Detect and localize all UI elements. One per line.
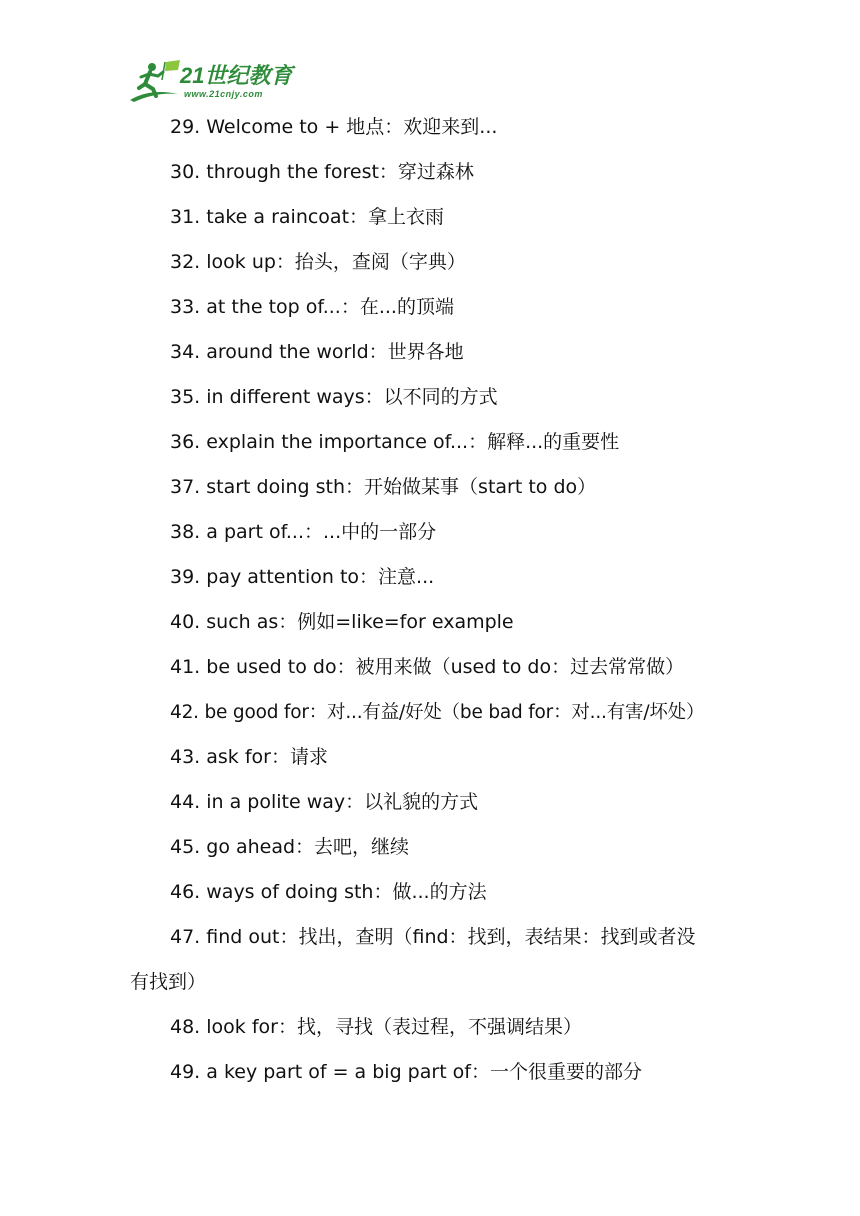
phrase-34 (0, 330, 860, 375)
phrase-39 (0, 555, 860, 600)
phrase-text: 31. take a raincoat：拿上衣雨 (170, 206, 445, 228)
runner-icon (128, 58, 184, 104)
phrase-text: 42. be good for：对...有益/好处（be bad for：对...有害/坏处） (170, 702, 705, 723)
phrase-45 (0, 825, 860, 870)
phrase-text: 35. in different ways：以不同的方式 (170, 386, 498, 408)
phrase-text: 36. explain the importance of...：解释...的重要性 (170, 431, 620, 453)
phrase-text: 46. ways of doing sth：做...的方法 (170, 881, 487, 903)
phrase-text: 32. look up：抬头，查阅（字典） (170, 251, 466, 273)
phrase-text: 30. through the forest：穿过森林 (170, 161, 474, 183)
phrase-30 (0, 150, 860, 195)
phrase-text: 37. start doing sth：开始做某事（start to do） (170, 476, 597, 498)
phrase-43 (0, 735, 860, 780)
site-logo (128, 58, 298, 104)
phrase-33 (0, 285, 860, 330)
phrase-text: 43. ask for：请求 (170, 746, 328, 768)
phrase-31 (0, 195, 860, 240)
phrase-40 (0, 600, 860, 645)
phrase-text: 33. at the top of...：在...的顶端 (170, 296, 454, 318)
phrase-48 (0, 1005, 860, 1050)
phrase-35 (0, 375, 860, 420)
phrase-49 (0, 1050, 860, 1095)
phrase-text: 41. be used to do：被用来做（used to do：过去常常做） (170, 656, 685, 678)
phrase-text: 29. Welcome to + 地点：欢迎来到... (170, 116, 498, 138)
logo-url: www.21cnjy.com (184, 89, 263, 99)
phrase-44 (0, 780, 860, 825)
phrase-list (0, 105, 860, 1095)
phrase-text: 44. in a polite way：以礼貌的方式 (170, 791, 479, 813)
phrase-text: 39. pay attention to：注意... (170, 566, 435, 588)
phrase-text: 49. a key part of = a big part of：一个很重要的部分 (170, 1061, 642, 1083)
phrase-text: 34. around the world：世界各地 (170, 341, 464, 363)
phrase-text: 48. look for：找，寻找（表过程，不强调结果） (170, 1016, 582, 1038)
phrase-46 (0, 870, 860, 915)
phrase-text-continued: 有找到） (130, 971, 207, 993)
phrase-38 (0, 510, 860, 555)
phrase-41 (0, 645, 860, 690)
phrase-text: 45. go ahead：去吧，继续 (170, 836, 410, 858)
phrase-32 (0, 240, 860, 285)
phrase-text: 47. find out：找出，查明（find：找到，表结果：找到或者没 (170, 926, 696, 948)
logo-text: 21世纪教育 (180, 63, 293, 88)
phrase-47 (0, 915, 860, 1005)
phrase-text: 38. a part of...：...中的一部分 (170, 521, 437, 543)
phrase-37 (0, 465, 860, 510)
phrase-36 (0, 420, 860, 465)
phrase-text: 40. such as：例如=like=for example (170, 611, 514, 633)
phrase-29 (0, 105, 860, 150)
phrase-42 (0, 690, 860, 735)
